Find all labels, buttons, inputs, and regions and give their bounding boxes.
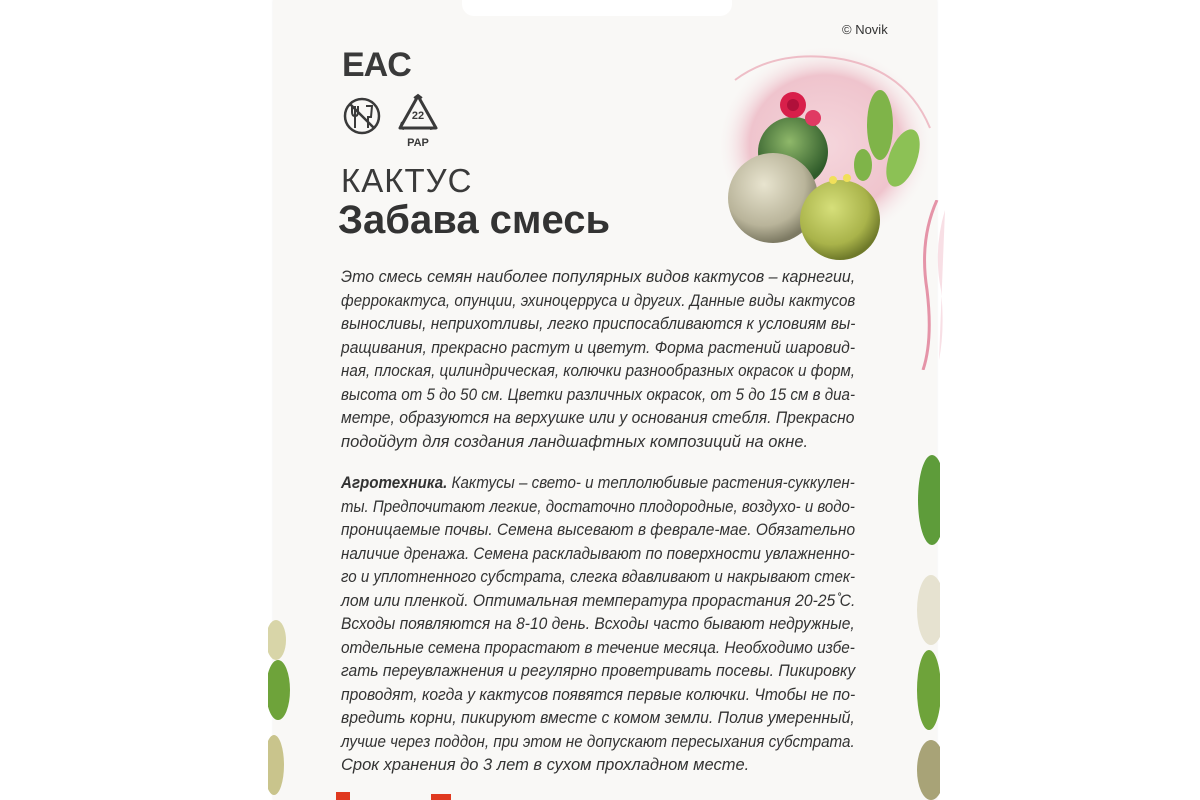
eac-mark: EAC bbox=[342, 46, 411, 84]
right-edge-cactus-decoration bbox=[905, 570, 940, 800]
agrotech-line: вредить корни, пикируют вместе с комом земли. Полив умеренный, bbox=[341, 709, 855, 727]
agrotech-first-line bbox=[341, 472, 855, 496]
description-line: высота от 5 до 50 см. Цветки различных окрасок, от 5 до 15 см в диа- bbox=[341, 385, 856, 404]
agrotech-line: проницаемые почвы. Семена высевают в феврале-мае. Обязательно bbox=[341, 521, 856, 539]
agrotech-line: наличие дренажа. Семена раскладывают по поверхности увлажненно- bbox=[341, 544, 855, 563]
description-line: ная, плоская, цилиндрическая, колючки разнообразных окрасок и форм, bbox=[341, 362, 855, 380]
copyright-text: © Novik bbox=[842, 22, 888, 37]
agrotech-first-line-text: Кактусы – свето- и теплолюбивые растения-суккулен- bbox=[447, 474, 855, 492]
agrotech-paragraph bbox=[341, 472, 855, 754]
agrotech-heading: Агротехника. bbox=[341, 474, 448, 492]
description-paragraph bbox=[341, 266, 855, 454]
description-line: Это смесь семян наиболее популярных видов кактусов – карнегии, bbox=[341, 268, 856, 286]
left-edge-cactus-decoration bbox=[268, 600, 298, 800]
red-text-fragment bbox=[336, 788, 456, 800]
recycle-number: 22 bbox=[411, 110, 425, 122]
description-line: выносливы, неприхотливы, легко приспосабливаются к условиям вы- bbox=[341, 315, 856, 333]
agrotech-line: лом или пленкой. Оптимальная температура прорастания 20-25 ̊С. bbox=[341, 591, 856, 610]
description-line: подойдут для создания ландшафтных композиций на окне. bbox=[341, 432, 809, 451]
agrotech-line: гать переувлажнения и регулярно проветривать посевы. Пикировку bbox=[341, 662, 856, 680]
agrotech-line: лучше через поддон, при этом не допускают пересыхания субстрата. bbox=[341, 732, 855, 751]
not-for-food-icon bbox=[342, 96, 382, 136]
cactus-edge-decoration bbox=[910, 450, 940, 550]
pink-watercolor-decoration bbox=[915, 200, 945, 370]
cactus-illustration bbox=[715, 40, 935, 270]
agrotech-line: Всходы появляются на 8-10 день. Всходы часто бывают недружные, bbox=[341, 615, 855, 633]
description-line: феррокактуса, опунции, эхиноцерруса и других. Данные виды кактусов bbox=[341, 291, 856, 310]
agrotech-line: ты. Предпочитают легкие, достаточно плодородные, воздухо- и водо- bbox=[341, 497, 855, 516]
hang-hole bbox=[462, 0, 732, 16]
storage-paragraph bbox=[341, 754, 855, 778]
product-category: КАКТУС bbox=[341, 162, 473, 199]
description-line: метре, образуются на верхушке или у основания стебля. Прекрасно bbox=[341, 409, 855, 427]
storage-line: Срок хранения до 3 лет в сухом прохладном месте. bbox=[341, 756, 750, 774]
product-title: Забава смесь bbox=[338, 198, 611, 242]
agrotech-line: отдельные семена прорастают в течение месяца. Необходимо избе- bbox=[341, 638, 855, 657]
recycle-code: PAP bbox=[407, 137, 429, 149]
agrotech-line: проводят, когда у кактусов появятся первые колючки. Чтобы не по- bbox=[341, 685, 856, 704]
description-line: ращивания, прекрасно растут и цветут. Форма растений шаровид- bbox=[341, 338, 856, 357]
agrotech-line: го и уплотненного субстрата, слегка вдавливают и накрывают стек- bbox=[341, 568, 856, 586]
